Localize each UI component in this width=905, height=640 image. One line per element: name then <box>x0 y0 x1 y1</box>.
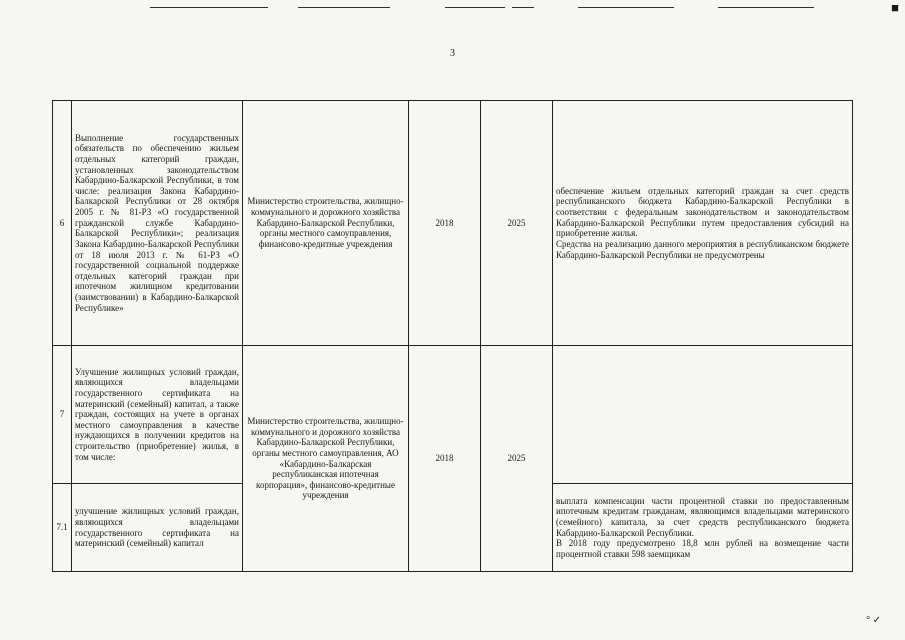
row-number: 6 <box>53 101 72 346</box>
measures-table <box>52 100 853 572</box>
result-paragraph: Средства на реализацию данного мероприятия в республиканском бюджете Кабардино-Балкарской Республики не предусмотрены <box>556 238 849 260</box>
row-number: 7 <box>53 346 72 484</box>
table-row <box>53 346 853 484</box>
page-number: 3 <box>450 48 455 59</box>
top-rule-6 <box>718 7 814 8</box>
end-year: 2025 <box>481 346 553 572</box>
measure-name: Выполнение государственных обязательств по обеспечению жильем отдельных категорий граждан, установленных законодательством Кабардино-Балкарской Республики, в том числе: реализация Закона Кабардино-Балкарской Республики от 28 октября 2005 г. № 81-РЗ «О государственной гражданской службе Кабардино-Балкарской Республики»; реализация Закона Кабардино-Балкарской Республики от 18 июля 2013 г. № 61-РЗ «О государственной социальной поддержке отдельных категорий граждан при ипотечном жилищном кредитовании (заимствовании) в Кабардино-Балкарской Республике» <box>72 101 243 346</box>
expected-result <box>553 346 853 484</box>
executor-cell: Министерство строительства, жилищно-коммунального и дорожного хозяйства Кабардино-Балкарской Республики, органы местного самоуправления, финансово-кредитные учреждения <box>243 101 409 346</box>
top-rule-1 <box>150 7 268 8</box>
measure-name: улучшение жилищных условий граждан, являющихся владельцами государственного сертификата на материнский (семейный) капитал <box>72 484 243 572</box>
expected-result <box>553 101 853 346</box>
measure-name: Улучшение жилищных условий граждан, являющихся владельцами государственного сертификата на материнский (семейный) капитал, а также граждан, состоящих на учете в органах местного самоуправления в качестве нуждающихся в получении кредитов на строительство (приобретение) жилья, в том числе: <box>72 346 243 484</box>
result-paragraph: обеспечение жильем отдельных категорий граждан за счет средств республиканского бюджета Кабардино-Балкарской Республики в соответствии с федеральным законодательством и законодательством Кабардино-Балкарской Республики путем предоставления субсидий на приобретение жилья. <box>556 185 849 239</box>
scan-footer-marks: ° ✓ <box>866 615 881 626</box>
start-year: 2018 <box>409 101 481 346</box>
expected-result <box>553 484 853 572</box>
end-year: 2025 <box>481 101 553 346</box>
top-rule-3 <box>445 7 505 8</box>
scan-top-edge <box>0 0 905 14</box>
top-rule-5 <box>578 7 674 8</box>
top-rule-2 <box>298 7 390 8</box>
start-year: 2018 <box>409 346 481 572</box>
top-rule-4 <box>512 7 534 8</box>
table-row <box>53 101 853 346</box>
scan-corner-mark: ■ <box>891 0 899 15</box>
row-number: 7.1 <box>53 484 72 572</box>
executor-cell: Министерство строительства, жилищно-коммунального и дорожного хозяйства Кабардино-Балкарской Республики, органы местного самоуправления, АО «Кабардино-Балкарская республиканская ипотечная корпорация», финансово-кредитные учреждения <box>243 346 409 572</box>
result-paragraph: В 2018 году предусмотрено 18,8 млн рублей на возмещение части процентной ставки 598 заемщикам <box>556 538 849 559</box>
result-paragraph: выплата компенсации части процентной ставки по предоставленным ипотечным кредитам гражданам, являющимся владельцами материнского (семейного) капитала, за счет средств республиканского бюджета Кабардино-Балкарской Республики. <box>556 495 849 538</box>
